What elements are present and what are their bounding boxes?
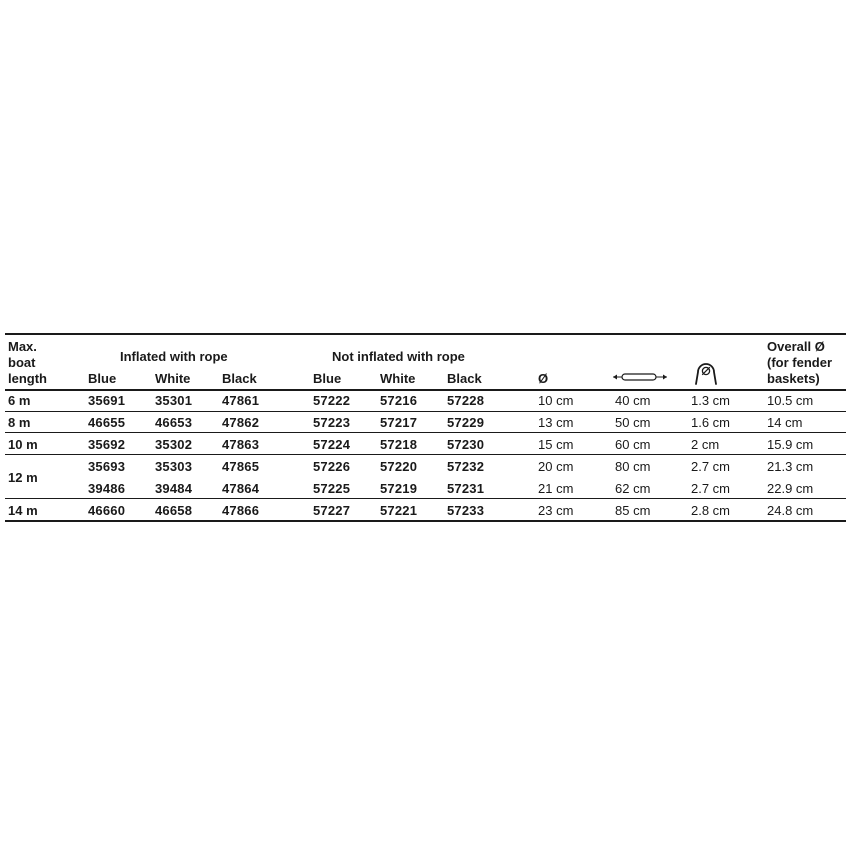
header-not-inflated-group: Not inflated with rope (332, 349, 465, 364)
header-bottom-rule (5, 389, 846, 391)
cell-inflated-black: 47866 (222, 503, 260, 518)
cell-not-inflated-white: 57216 (380, 393, 418, 408)
cell-diameter: 21 cm (538, 481, 574, 496)
cell-overall-diameter: 21.3 cm (767, 459, 814, 474)
header-inflated-white: White (155, 371, 191, 386)
cell-not-inflated-black: 57231 (447, 481, 485, 496)
row-divider (5, 411, 846, 412)
cell-inflated-blue: 35691 (88, 393, 126, 408)
fender-spec-table (5, 333, 846, 523)
header-max-boat-length-line: Max. (8, 339, 37, 354)
cell-overall-diameter: 15.9 cm (767, 437, 814, 452)
cell-inflated-black: 47863 (222, 437, 260, 452)
cell-inflated-black: 47864 (222, 481, 260, 496)
table-top-rule (5, 333, 846, 335)
cell-length: 85 cm (615, 503, 651, 518)
cell-diameter: 23 cm (538, 503, 574, 518)
cell-length: 62 cm (615, 481, 651, 496)
cell-rope-diameter: 2.7 cm (691, 481, 731, 496)
cell-not-inflated-black: 57228 (447, 393, 485, 408)
cell-length: 60 cm (615, 437, 651, 452)
cell-overall-diameter: 10.5 cm (767, 393, 814, 408)
cell-rope-diameter: 2 cm (691, 437, 720, 452)
header-not-inflated-black: Black (447, 371, 482, 386)
rope-diameter-icon (693, 360, 719, 386)
cell-inflated-white: 35301 (155, 393, 193, 408)
cell-inflated-white: 39484 (155, 481, 193, 496)
header-max-boat-length-line: boat (8, 355, 36, 370)
cell-inflated-black: 47865 (222, 459, 260, 474)
fender-length-icon (612, 371, 668, 383)
cell-not-inflated-white: 57218 (380, 437, 418, 452)
cell-not-inflated-black: 57230 (447, 437, 485, 452)
cell-not-inflated-white: 57219 (380, 481, 418, 496)
cell-diameter: 20 cm (538, 459, 574, 474)
cell-inflated-white: 46658 (155, 503, 193, 518)
cell-inflated-white: 46653 (155, 415, 193, 430)
cell-overall-diameter: 14 cm (767, 415, 803, 430)
cell-not-inflated-blue: 57222 (313, 393, 351, 408)
row-divider (5, 498, 846, 499)
header-overall-line: baskets) (767, 371, 820, 386)
cell-boat-length: 14 m (8, 503, 38, 518)
cell-inflated-white: 35303 (155, 459, 193, 474)
cell-rope-diameter: 1.6 cm (691, 415, 731, 430)
cell-inflated-black: 47861 (222, 393, 260, 408)
row-divider (5, 432, 846, 433)
cell-not-inflated-blue: 57226 (313, 459, 351, 474)
header-inflated-group: Inflated with rope (120, 349, 228, 364)
header-inflated-blue: Blue (88, 371, 117, 386)
cell-not-inflated-blue: 57224 (313, 437, 351, 452)
cell-rope-diameter: 1.3 cm (691, 393, 731, 408)
cell-rope-diameter: 2.7 cm (691, 459, 731, 474)
cell-diameter: 15 cm (538, 437, 574, 452)
cell-not-inflated-white: 57217 (380, 415, 418, 430)
cell-inflated-blue: 35692 (88, 437, 126, 452)
cell-not-inflated-blue: 57225 (313, 481, 351, 496)
cell-rope-diameter: 2.8 cm (691, 503, 731, 518)
cell-overall-diameter: 22.9 cm (767, 481, 814, 496)
header-max-boat-length-line: length (8, 371, 47, 386)
cell-inflated-white: 35302 (155, 437, 193, 452)
cell-diameter: 10 cm (538, 393, 574, 408)
cell-inflated-blue: 39486 (88, 481, 126, 496)
cell-not-inflated-white: 57220 (380, 459, 418, 474)
cell-inflated-black: 47862 (222, 415, 260, 430)
cell-not-inflated-blue: 57227 (313, 503, 351, 518)
cell-not-inflated-black: 57233 (447, 503, 485, 518)
row-divider (5, 454, 846, 455)
cell-boat-length: 10 m (8, 437, 38, 452)
header-overall-line: Overall Ø (767, 339, 825, 354)
cell-inflated-blue: 46660 (88, 503, 126, 518)
cell-diameter: 13 cm (538, 415, 574, 430)
cell-length: 50 cm (615, 415, 651, 430)
cell-inflated-blue: 46655 (88, 415, 126, 430)
table-bottom-rule (5, 520, 846, 522)
cell-boat-length: 6 m (8, 393, 31, 408)
header-inflated-black: Black (222, 371, 257, 386)
cell-not-inflated-black: 57232 (447, 459, 485, 474)
header-not-inflated-blue: Blue (313, 371, 342, 386)
cell-inflated-blue: 35693 (88, 459, 126, 474)
cell-boat-length: 8 m (8, 415, 31, 430)
cell-length: 40 cm (615, 393, 651, 408)
cell-length: 80 cm (615, 459, 651, 474)
cell-not-inflated-blue: 57223 (313, 415, 351, 430)
cell-overall-diameter: 24.8 cm (767, 503, 814, 518)
cell-not-inflated-white: 57221 (380, 503, 418, 518)
header-not-inflated-white: White (380, 371, 416, 386)
header-diameter-symbol: Ø (538, 371, 549, 386)
header-overall-line: (for fender (767, 355, 832, 370)
cell-boat-length: 12 m (8, 470, 38, 485)
cell-not-inflated-black: 57229 (447, 415, 485, 430)
